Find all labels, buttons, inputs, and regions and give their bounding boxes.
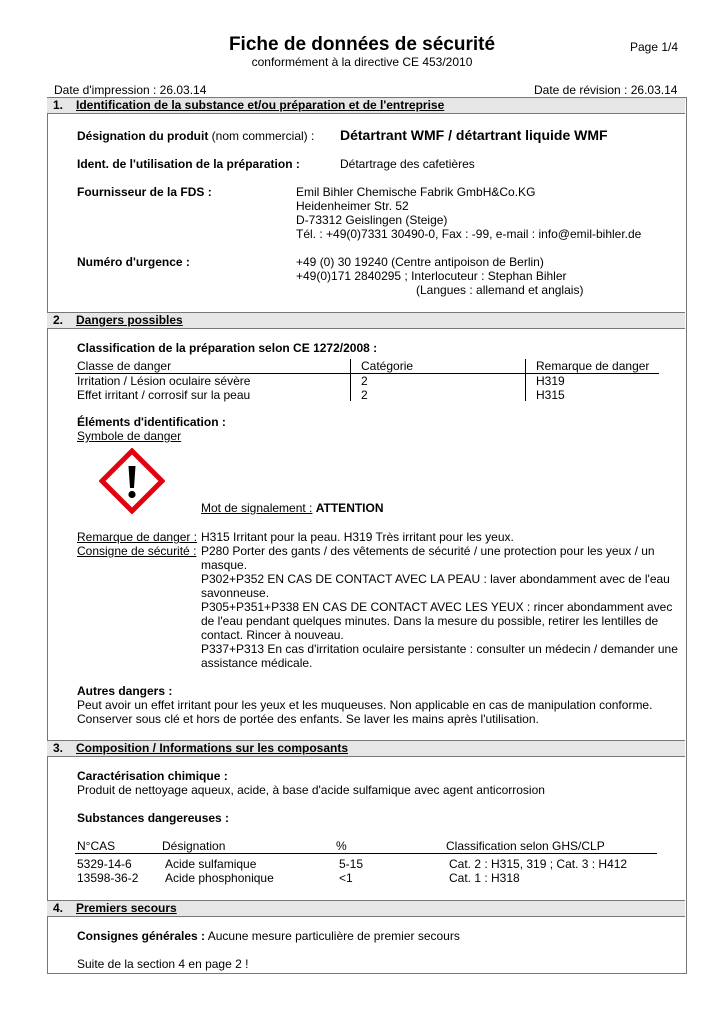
table-header-cell: Classification selon GHS/CLP: [446, 839, 605, 853]
section-3-number: 3.: [53, 741, 64, 755]
supplier-line: D-73312 Geislingen (Steige): [296, 213, 448, 227]
section-1-number: 1.: [53, 98, 64, 112]
page-number: Page 1/4: [630, 40, 679, 54]
emergency-line: +49(0)171 2840295 ; Interlocuteur : Stephan Bihler: [296, 269, 567, 283]
table-cell: Acide phosphonique: [165, 871, 274, 885]
substances-title: Substances dangereuses :: [77, 811, 230, 825]
hazard-remark-text: H315 Irritant pour la peau. H319 Très irritant pour les yeux.: [201, 530, 514, 544]
table-cell: 2: [361, 388, 368, 402]
section-4-header: [47, 900, 685, 917]
elements-title: Éléments d'identification :: [77, 415, 226, 429]
classification-title: Classification de la préparation selon CE 1272/2008 :: [77, 341, 378, 355]
table-cell: 5-15: [339, 857, 364, 871]
supplier-contact-line: Tél. : +49(0)7331 30490-0, Fax : -99, e-mail : info@emil-bihler.de: [296, 227, 642, 241]
table-header-cell: Remarque de danger: [536, 359, 650, 373]
other-hazards-line: Peut avoir un effet irritant pour les yeux et les muqueuses. Non applicable en cas de manipulation conforme.: [77, 698, 653, 712]
section-3-header: [47, 740, 685, 757]
section-4-title: Premiers secours: [76, 901, 177, 915]
table-header-cell: Classe de danger: [77, 359, 172, 373]
section-2-number: 2.: [53, 313, 64, 327]
other-hazards-line: Conserver sous clé et hors de portée des enfants. Se laver les mains après l'utilisation.: [77, 712, 539, 726]
revision-date: Date de révision : 26.03.14: [534, 83, 678, 97]
emergency-line: (Langues : allemand et anglais): [416, 283, 584, 297]
table-cell: H319: [536, 374, 565, 388]
chem-text: Produit de nettoyage aqueux, acide, à base d'acide sulfamique avec agent anticorrosion: [77, 783, 545, 797]
other-hazards-title: Autres dangers :: [77, 684, 173, 698]
signal-word-line: Mot de signalement : ATTENTION: [201, 501, 384, 515]
use-value: Détartrage des cafetières: [340, 157, 475, 171]
section-4-number: 4.: [53, 901, 64, 915]
table-rule: [75, 853, 657, 854]
section-2-header: [47, 312, 685, 329]
table-cell: Cat. 2 : H315, 319 ; Cat. 3 : H412: [449, 857, 628, 871]
table-header-cell: N°CAS: [77, 839, 116, 853]
table-header-cell: Désignation: [162, 839, 226, 853]
document-title: Fiche de données de sécurité: [228, 34, 496, 55]
supplier-line: Emil Bihler Chemische Fabrik GmbH&Co.KG: [296, 185, 536, 199]
section-2-title: Dangers possibles: [76, 313, 183, 327]
table-cell: Irritation / Lésion oculaire sévère: [77, 374, 251, 388]
supplier-label: Fournisseur de la FDS :: [77, 185, 212, 199]
table-cell: Effet irritant / corrosif sur la peau: [77, 388, 251, 402]
product-label: Désignation du produit (nom commercial) :: [77, 129, 315, 143]
product-name: Détartrant WMF / détartrant liquide WMF: [340, 127, 608, 143]
use-label: Ident. de l'utilisation de la préparation :: [77, 157, 300, 171]
emergency-label: Numéro d'urgence :: [77, 255, 190, 269]
continued-note: Suite de la section 4 en page 2 !: [77, 957, 249, 971]
supplier-line: Heidenheimer Str. 52: [296, 199, 409, 213]
safety-text: P280 Porter des gants / des vêtements de sécurité / une protection pour les yeux / un masque. P302+P352 EN CAS DE CONTACT AVEC LA PEAU : laver abondamment avec de l'eau savonneuse. P305+P351+P338 EN CAS DE CONTACT AVEC LES YEUX : rincer abondamment avec de l'eau pendant quelques minutes. Dans la mesure du possible, retirer les lentilles de contact. Rincer à nouveau. P337+P313 En cas d'irritation oculaire persistante : consulter un médecin / demander une assistance médicale.: [201, 544, 678, 670]
first-aid-general: Consignes générales : Aucune mesure particulière de premier secours: [77, 929, 460, 943]
section-1-header: [47, 97, 685, 114]
print-date: Date d'impression : 26.03.14: [54, 83, 207, 97]
table-cell: 13598-36-2: [77, 871, 139, 885]
table-cell: <1: [339, 871, 353, 885]
table-cell: Acide sulfamique: [165, 857, 257, 871]
section-1-title: Identification de la substance et/ou préparation et de l'entreprise: [76, 98, 445, 112]
table-column-divider: [350, 359, 351, 401]
emergency-line: +49 (0) 30 19240 (Centre antipoison de Berlin): [296, 255, 544, 269]
section-3-title: Composition / Informations sur les composants: [76, 741, 349, 755]
table-cell: 5329-14-6: [77, 857, 132, 871]
table-column-divider: [525, 359, 526, 401]
table-header-cell: %: [336, 839, 347, 853]
safety-label: Consigne de sécurité :: [77, 544, 197, 558]
hazard-remark-label: Remarque de danger :: [77, 530, 198, 544]
symbol-label: Symbole de danger: [77, 429, 182, 443]
table-cell: Cat. 1 : H318: [449, 871, 520, 885]
table-cell: 2: [361, 374, 368, 388]
table-cell: H315: [536, 388, 565, 402]
document-subtitle: conformément à la directive CE 453/2010: [251, 55, 473, 69]
table-header-cell: Catégorie: [361, 359, 414, 373]
chem-title: Caractérisation chimique :: [77, 769, 228, 783]
ghs07-exclamation-icon: [99, 448, 165, 514]
